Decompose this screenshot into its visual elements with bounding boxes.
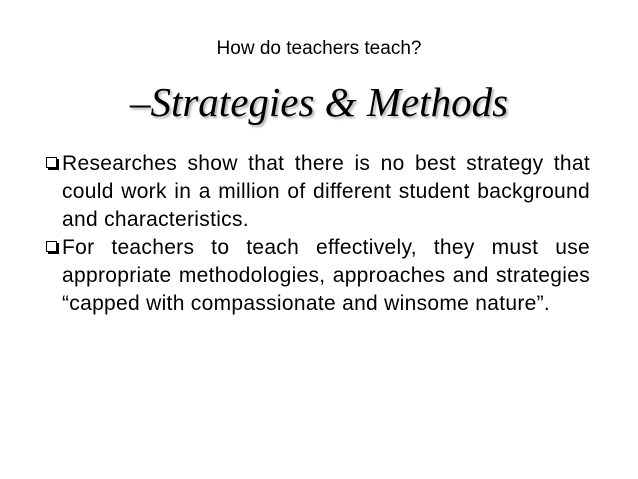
bullet-item-1 <box>60 150 590 234</box>
slide-kicker: How do teachers teach? <box>216 38 422 59</box>
checkbox-square-icon <box>46 241 57 252</box>
bullet-text: Researches show that there is no best strategy that could work in a million of different student background and characteristics. <box>62 152 590 231</box>
bullet-list <box>60 150 590 318</box>
checkbox-square-icon <box>46 157 57 168</box>
bullet-item-2 <box>60 234 590 318</box>
slide-title: –Strategies & Methods <box>129 79 509 125</box>
bullet-text: For teachers to teach effectively, they must use appropriate methodologies, approaches and strategies “capped with compassionate and winsome nature”. <box>62 236 590 315</box>
